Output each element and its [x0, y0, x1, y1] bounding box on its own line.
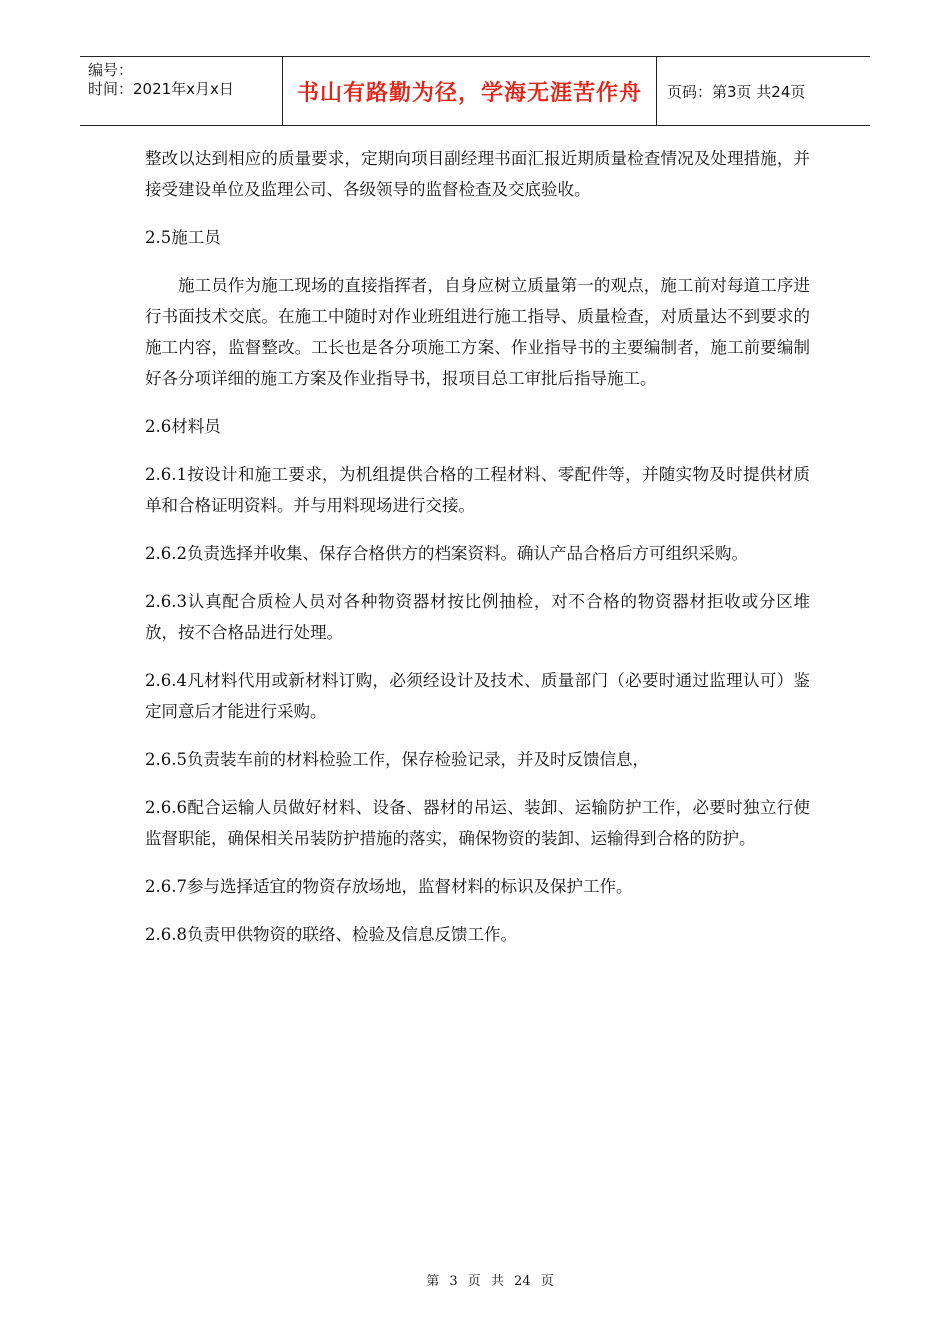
- document-body: [145, 143, 810, 967]
- list-item-2-6-7: 2.6.7参与选择适宜的物资存放场地，监督材料的标识及保护工作。: [145, 877, 633, 896]
- body-paragraph: 整改以达到相应的质量要求，定期向项目副经理书面汇报近期质量检查情况及处理措施，并接受建设单位及监理公司、各级领导的监督检查及交底验收。: [145, 149, 810, 199]
- list-item-2-6-2: 2.6.2负责选择并收集、保存合格供方的档案资料。确认产品合格后方可组织采购。: [145, 544, 748, 563]
- page-header: [80, 56, 870, 126]
- header-page-info: 页码：第3页 共24页: [667, 82, 806, 101]
- list-item-2-6-1: 2.6.1按设计和施工要求，为机组提供合格的工程材料、零配件等，并随实物及时提供材质单和合格证明资料。并与用料现场进行交接。: [145, 465, 810, 515]
- list-item-2-6-3: 2.6.3认真配合质检人员对各种物资器材按比例抽检，对不合格的物资器材拒收或分区堆放，按不合格品进行处理。: [145, 592, 810, 642]
- header-motto: 书山有路勤为径，学海无涯苦作舟: [283, 57, 657, 125]
- list-item-2-6-8: 2.6.8负责甲供物资的联络、检验及信息反馈工作。: [145, 925, 517, 944]
- list-item-2-6-5: 2.6.5负责装车前的材料检验工作，保存检验记录，并及时反馈信息，: [145, 750, 649, 769]
- header-meta-cell: [80, 57, 283, 125]
- page-footer: 第 3 页 共 24 页: [426, 1274, 554, 1289]
- section-heading-2-5: 2.5施工员: [145, 228, 221, 247]
- list-item-2-6-4: 2.6.4凡材料代用或新材料订购，必须经设计及技术、质量部门（必要时通过监理认可）鉴定同意后才能进行采购。: [145, 671, 810, 721]
- document-date: 时间：2021年x月x日: [88, 80, 234, 98]
- section-heading-2-6: 2.6材料员: [145, 417, 221, 436]
- body-paragraph: 施工员作为施工现场的直接指挥者，自身应树立质量第一的观点，施工前对每道工序进行书面技术交底。在施工中随时对作业班组进行施工指导、质量检查，对质量达不到要求的施工内容，监督整改。工长也是各分项施工方案、作业指导书的主要编制者，施工前要编制好各分项详细的施工方案及作业指导书，报项目总工审批后指导施工。: [145, 276, 810, 388]
- document-number-label: 编号：: [88, 61, 134, 79]
- list-item-2-6-6: 2.6.6配合运输人员做好材料、设备、器材的吊运、装卸、运输防护工作，必要时独立行使监督职能，确保相关吊装防护措施的落实，确保物资的装卸、运输得到合格的防护。: [145, 798, 810, 848]
